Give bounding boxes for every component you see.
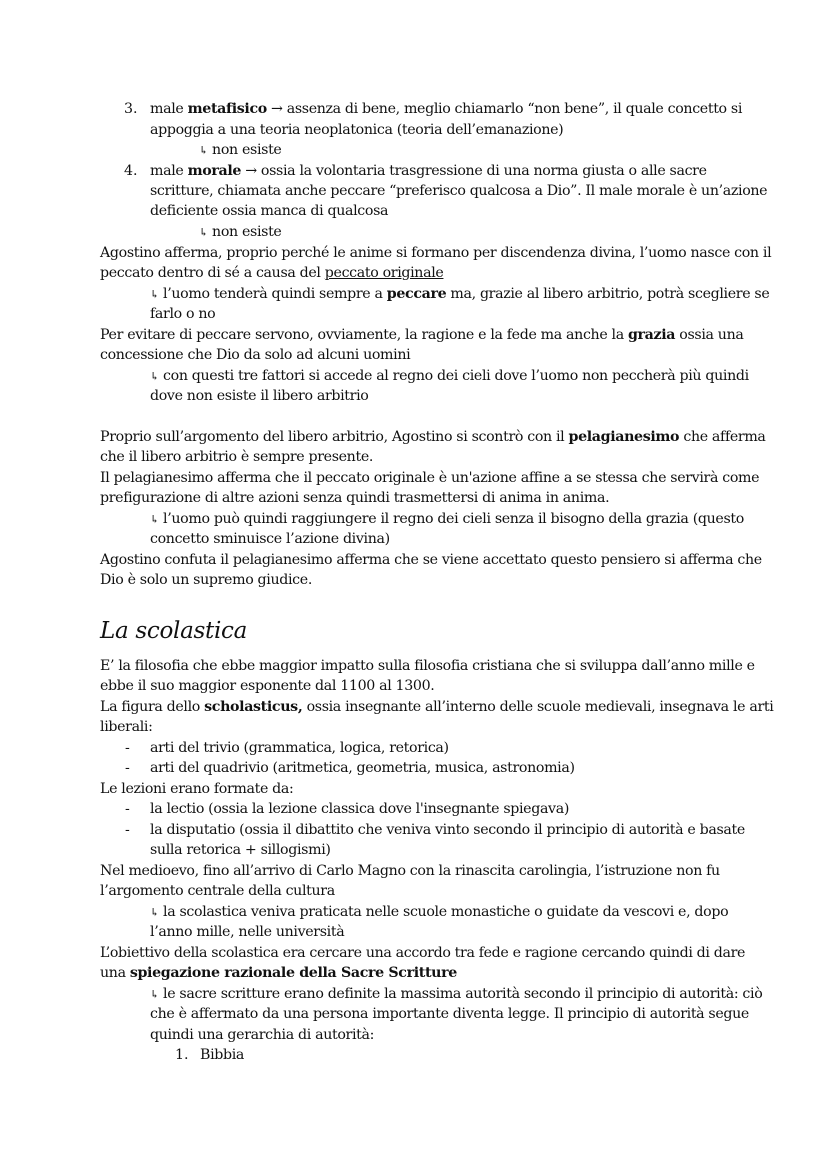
paragraph-line: l’argomento centrale della cultura <box>100 883 335 899</box>
paragraph-line: Dio è solo un supremo giudice. <box>100 572 312 588</box>
bullet-item: arti del quadrivio (aritmetica, geometria, musica, astronomia) <box>150 760 575 776</box>
hook-arrow-icon: ↳ <box>199 144 208 157</box>
sub-note-continuation: che è affermato da una persona importante diventa legge. Il principio di autorità segue <box>150 1006 749 1022</box>
sub-note-continuation: l’anno mille, nelle università <box>150 924 345 940</box>
list-number: 4. <box>124 163 138 179</box>
paragraph-line: Il pelagianesimo afferma che il peccato originale è un'azione affine a se stessa che servirà come <box>100 470 760 486</box>
sub-note-continuation: dove non esiste il libero arbitrio <box>150 388 369 404</box>
hook-arrow-icon: ↳ <box>150 988 159 1001</box>
sub-note: ↳ con questi tre fattori si accede al regno dei cieli dove l’uomo non peccherà più quindi <box>150 368 749 384</box>
paragraph-line: ebbe il suo maggior esponente dal 1100 al 1300. <box>100 678 435 694</box>
bullet-dash: - <box>125 740 130 756</box>
section-heading: La scolastica <box>100 618 247 644</box>
sub-note: ↳ l’uomo tenderà quindi sempre a peccare ma, grazie al libero arbitrio, potrà scegliere se <box>150 286 770 302</box>
paragraph-line: Per evitare di peccare servono, ovviamente, la ragione e la fede ma anche la grazia ossia una <box>100 327 744 343</box>
paragraph-line: E’ la filosofia che ebbe maggior impatto sulla filosofia cristiana che si sviluppa dall’anno mille e <box>100 658 755 674</box>
list-item-text: male morale → ossia la volontaria trasgressione di una norma giusta o alle sacre <box>150 163 707 179</box>
list-item-continuation: appoggia a una teoria neoplatonica (teoria dell’emanazione) <box>150 122 564 138</box>
sub-note: ↳ la scolastica veniva praticata nelle scuole monastiche o guidate da vescovi e, dopo <box>150 904 729 920</box>
list-item-continuation: scritture, chiamata anche peccare “preferisco qualcosa a Dio”. Il male morale è un’azione <box>150 183 768 199</box>
paragraph-line: peccato dentro di sé a causa del peccato originale <box>100 265 444 281</box>
paragraph-line: Agostino confuta il pelagianesimo afferma che se viene accettato questo pensiero si afferma che <box>100 552 762 568</box>
bullet-item: la disputatio (ossia il dibattito che veniva vinto secondo il principio di autorità e basate <box>150 822 745 838</box>
bullet-item: arti del trivio (grammatica, logica, retorica) <box>150 740 449 756</box>
paragraph-line: una spiegazione razionale della Sacre Scritture <box>100 965 457 981</box>
paragraph-line: Proprio sull’argomento del libero arbitrio, Agostino si scontrò con il pelagianesimo che afferma <box>100 429 766 445</box>
bullet-item-continuation: sulla retorica + sillogismi) <box>150 842 331 858</box>
sub-note-continuation: farlo o no <box>150 306 216 322</box>
hook-arrow-icon: ↳ <box>150 513 159 526</box>
sub-note: ↳ non esiste <box>199 142 282 158</box>
sub-note: ↳ le sacre scritture erano definite la massima autorità secondo il principio di autorità: ciò <box>150 986 763 1002</box>
sub-note-continuation: quindi una gerarchia di autorità: <box>150 1027 375 1043</box>
list-number: 3. <box>124 101 138 117</box>
paragraph-line: concessione che Dio da solo ad alcuni uomini <box>100 347 411 363</box>
paragraph-line: Le lezioni erano formate da: <box>100 781 294 797</box>
list-item-continuation: deficiente ossia manca di qualcosa <box>150 203 389 219</box>
list-number: 1. <box>175 1047 189 1063</box>
hook-arrow-icon: ↳ <box>150 906 159 919</box>
hook-arrow-icon: ↳ <box>199 226 208 239</box>
list-item-text: Bibbia <box>200 1047 245 1063</box>
hook-arrow-icon: ↳ <box>150 288 159 301</box>
paragraph-line: che il libero arbitrio è sempre presente. <box>100 449 374 465</box>
hook-arrow-icon: ↳ <box>150 370 159 383</box>
paragraph-line: liberali: <box>100 719 153 735</box>
paragraph-line: La figura dello scholasticus, ossia insegnante all’interno delle scuole medievali, insegnava le arti <box>100 699 774 715</box>
list-item-text: male metafisico → assenza di bene, meglio chiamarlo “non bene”, il quale concetto si <box>150 101 743 117</box>
paragraph-line: prefigurazione di altre azioni senza quindi trasmettersi di anima in anima. <box>100 490 610 506</box>
paragraph-line: Agostino afferma, proprio perché le anime si formano per discendenza divina, l’uomo nasce con il <box>100 245 772 261</box>
sub-note: ↳ l’uomo può quindi raggiungere il regno dei cieli senza il bisogno della grazia (questo <box>150 511 744 527</box>
paragraph-line: L’obiettivo della scolastica era cercare una accordo tra fede e ragione cercando quindi di dare <box>100 945 746 961</box>
underlined-term: peccato originale <box>324 265 444 281</box>
bullet-item: la lectio (ossia la lezione classica dove l'insegnante spiegava) <box>150 801 570 817</box>
sub-note-continuation: concetto sminuisce l’azione divina) <box>150 531 390 547</box>
paragraph-line: Nel medioevo, fino all’arrivo di Carlo Magno con la rinascita carolingia, l’istruzione non fu <box>100 863 720 879</box>
bullet-dash: - <box>125 801 130 817</box>
bullet-dash: - <box>125 760 130 776</box>
sub-note: ↳ non esiste <box>199 224 282 240</box>
bullet-dash: - <box>125 822 130 838</box>
